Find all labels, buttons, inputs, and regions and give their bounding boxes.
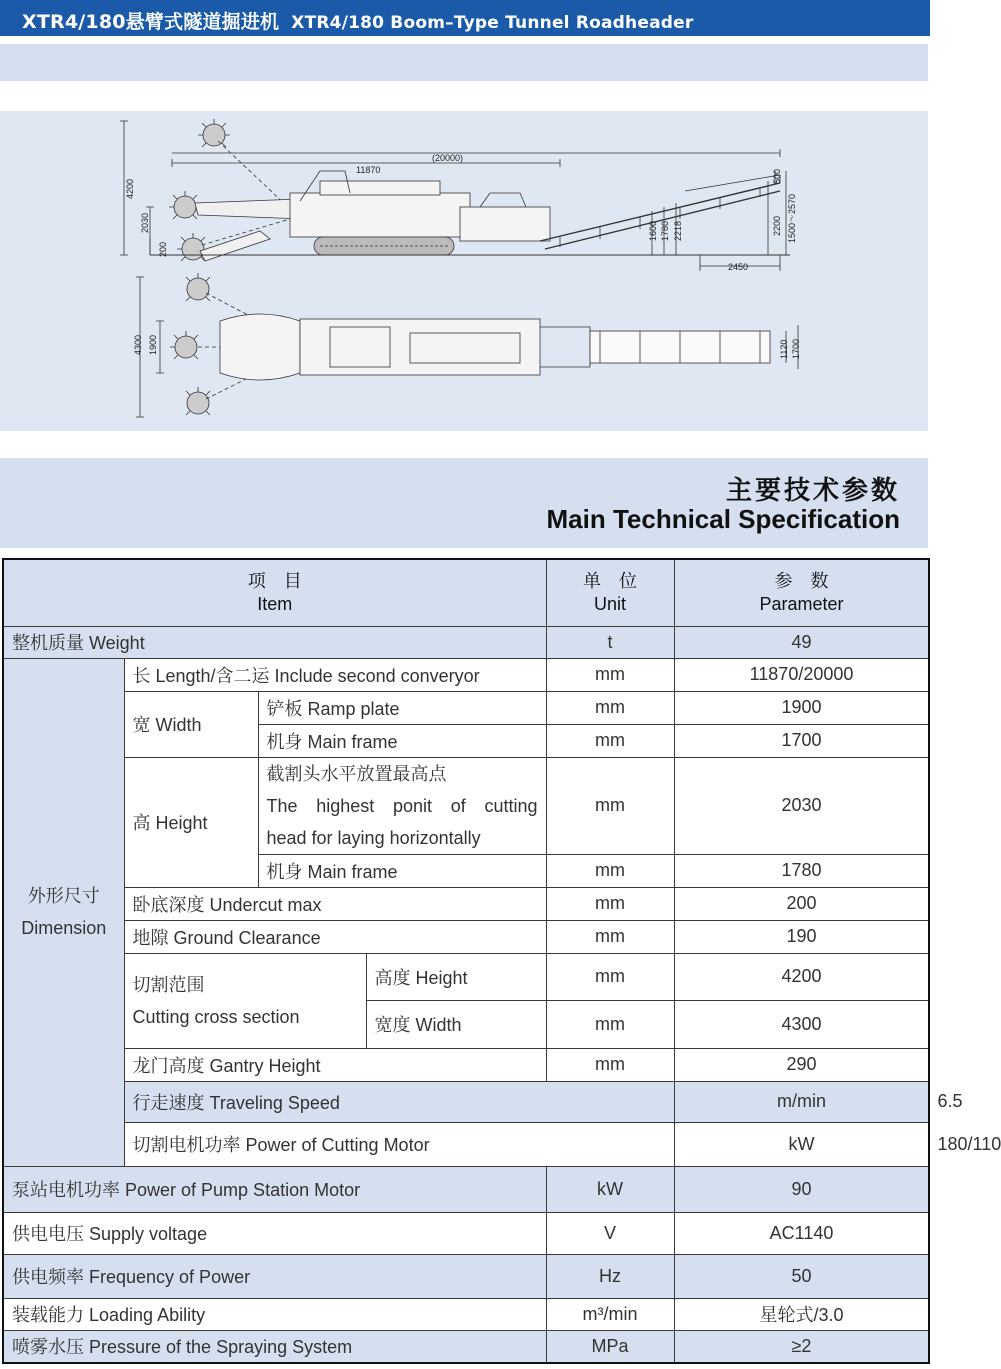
table-row: 行走速度 Traveling Speed m/min 6.5 [3, 1081, 929, 1122]
dim-500: 500 [772, 168, 782, 184]
cutter-head-middle [169, 191, 197, 219]
row-label: 供电电压 Supply voltage [3, 1212, 546, 1254]
row-label: 长 Length/含二运 Include second converyor [124, 658, 546, 691]
row-unit: mm [546, 658, 674, 691]
spec-title-en: Main Technical Specification [546, 504, 900, 534]
row-label: 泵站电机功率 Power of Pump Station Motor [3, 1166, 546, 1212]
row-unit: mm [546, 1000, 674, 1048]
dim-1600: 1600 [648, 220, 658, 241]
dim-body: 11870 [356, 165, 381, 175]
table-row: 切割电机功率 Power of Cutting Motor kW 180/110 [3, 1122, 929, 1166]
row-unit: m³/min [546, 1298, 674, 1330]
row-label: 机身 Main frame [258, 854, 546, 887]
cutter-head-top-middle [170, 331, 198, 359]
row-value: 200 [674, 887, 929, 920]
row-label: 卧底深度 Undercut max [124, 887, 546, 920]
header-parameter: 参 数 Parameter [674, 559, 929, 626]
row-value: AC1140 [674, 1212, 929, 1254]
table-row [3, 1298, 929, 1330]
row-value: 4300 [674, 1000, 929, 1048]
header-item: 项 目 Item [3, 559, 546, 626]
table-row [3, 920, 929, 953]
dim-cut-width: 4300 [133, 334, 143, 355]
width-group-label: 宽 Width [124, 691, 258, 757]
row-label: 铲板 Ramp plate [258, 691, 546, 724]
cutter-head-top-lower [186, 387, 210, 415]
row-value: 190 [674, 920, 929, 953]
row-value: 2030 [674, 757, 929, 854]
row-label: 截割头水平放置最高点 The highest ponit of cutting head for laying horizontally [258, 757, 546, 854]
table-row [3, 691, 929, 724]
dimension-group-label: 外形尺寸 Dimension [3, 658, 124, 1166]
table-row [3, 658, 929, 691]
header-bar [0, 0, 930, 36]
table-row [3, 1048, 929, 1081]
dim-1700: 1700 [791, 338, 801, 359]
row-unit: V [546, 1212, 674, 1254]
table-row [3, 1212, 929, 1254]
row-label: 机身 Main frame [258, 724, 546, 757]
row-unit: mm [546, 887, 674, 920]
row-label: 高度 Height [366, 953, 546, 1000]
row-label: 整机质量 Weight [3, 626, 546, 658]
table-row [3, 626, 929, 658]
row-label: 喷雾水压 Pressure of the Spraying System [3, 1330, 546, 1363]
header-unit: 单 位 Unit [546, 559, 674, 626]
table-row [3, 953, 929, 1000]
cutter-head-lower [177, 233, 205, 261]
row-unit: kW [546, 1166, 674, 1212]
table-row [3, 1330, 929, 1363]
dim-ramp: 1900 [148, 334, 158, 355]
row-label: 地隙 Ground Clearance [124, 920, 546, 953]
dim-total: (20000) [432, 153, 464, 163]
table-row [3, 757, 929, 854]
dim-2200: 2200 [772, 215, 782, 236]
dim-cut-height: 4200 [125, 178, 135, 199]
row-unit: t [546, 626, 674, 658]
height-group-label: 高 Height [124, 757, 258, 887]
page-title [22, 7, 693, 34]
title-en: XTR4/180 Boom–Type Tunnel Roadheader [291, 13, 694, 33]
row-value: 90 [674, 1166, 929, 1212]
row-value: 1780 [674, 854, 929, 887]
row-label: 切割电机功率 Power of Cutting Motor [124, 1122, 674, 1166]
row-value: 4200 [674, 953, 929, 1000]
cutter-head-top-upper [186, 273, 210, 301]
title-zh: XTR4/180悬臂式隧道掘进机 [22, 11, 280, 33]
dim-undercut: 200 [158, 241, 168, 257]
row-label: 龙门高度 Gantry Height [124, 1048, 546, 1081]
header-band [0, 44, 928, 81]
row-label: 供电频率 Frequency of Power [3, 1254, 546, 1298]
spec-table [2, 558, 1001, 1364]
row-label: 装载能力 Loading Ability [3, 1298, 546, 1330]
table-row [3, 887, 929, 920]
table-row [3, 1166, 929, 1212]
cutting-group-label: 切割范围 Cutting cross section [124, 953, 366, 1048]
row-unit: mm [546, 953, 674, 1000]
row-unit: mm [546, 920, 674, 953]
dim-2450: 2450 [728, 262, 749, 272]
row-value: ≥2 [674, 1330, 929, 1363]
dim-1120: 1120 [779, 339, 789, 359]
row-unit: Hz [546, 1254, 674, 1298]
row-value: 50 [674, 1254, 929, 1298]
row-unit: mm [546, 691, 674, 724]
table-header-row [3, 559, 929, 626]
technical-drawing [0, 111, 928, 431]
dim-2218: 2218 [673, 220, 683, 241]
dim-1780: 1780 [660, 220, 670, 241]
row-value: 11870/20000 [674, 658, 929, 691]
row-unit: mm [546, 757, 674, 854]
row-unit: mm [546, 724, 674, 757]
row-value: 1700 [674, 724, 929, 757]
row-unit: mm [546, 854, 674, 887]
row-value: 星轮式/3.0 [674, 1298, 929, 1330]
row-value: 49 [674, 626, 929, 658]
row-value: 1900 [674, 691, 929, 724]
row-unit: m/min [674, 1081, 929, 1122]
row-unit: kW [674, 1122, 929, 1166]
roadheader-drawing [0, 111, 928, 431]
row-label: 宽度 Width [366, 1000, 546, 1048]
row-label: 行走速度 Traveling Speed [124, 1081, 674, 1122]
cutter-head-upper [198, 119, 230, 147]
spec-banner [0, 458, 928, 548]
spec-title-zh: 主要技术参数 [725, 476, 900, 506]
row-value: 290 [674, 1048, 929, 1081]
table-row [3, 1254, 929, 1298]
row-unit: mm [546, 1048, 674, 1081]
row-unit: MPa [546, 1330, 674, 1363]
dim-range: 1500～2570 [787, 193, 797, 243]
dim-head-height: 2030 [140, 212, 150, 233]
